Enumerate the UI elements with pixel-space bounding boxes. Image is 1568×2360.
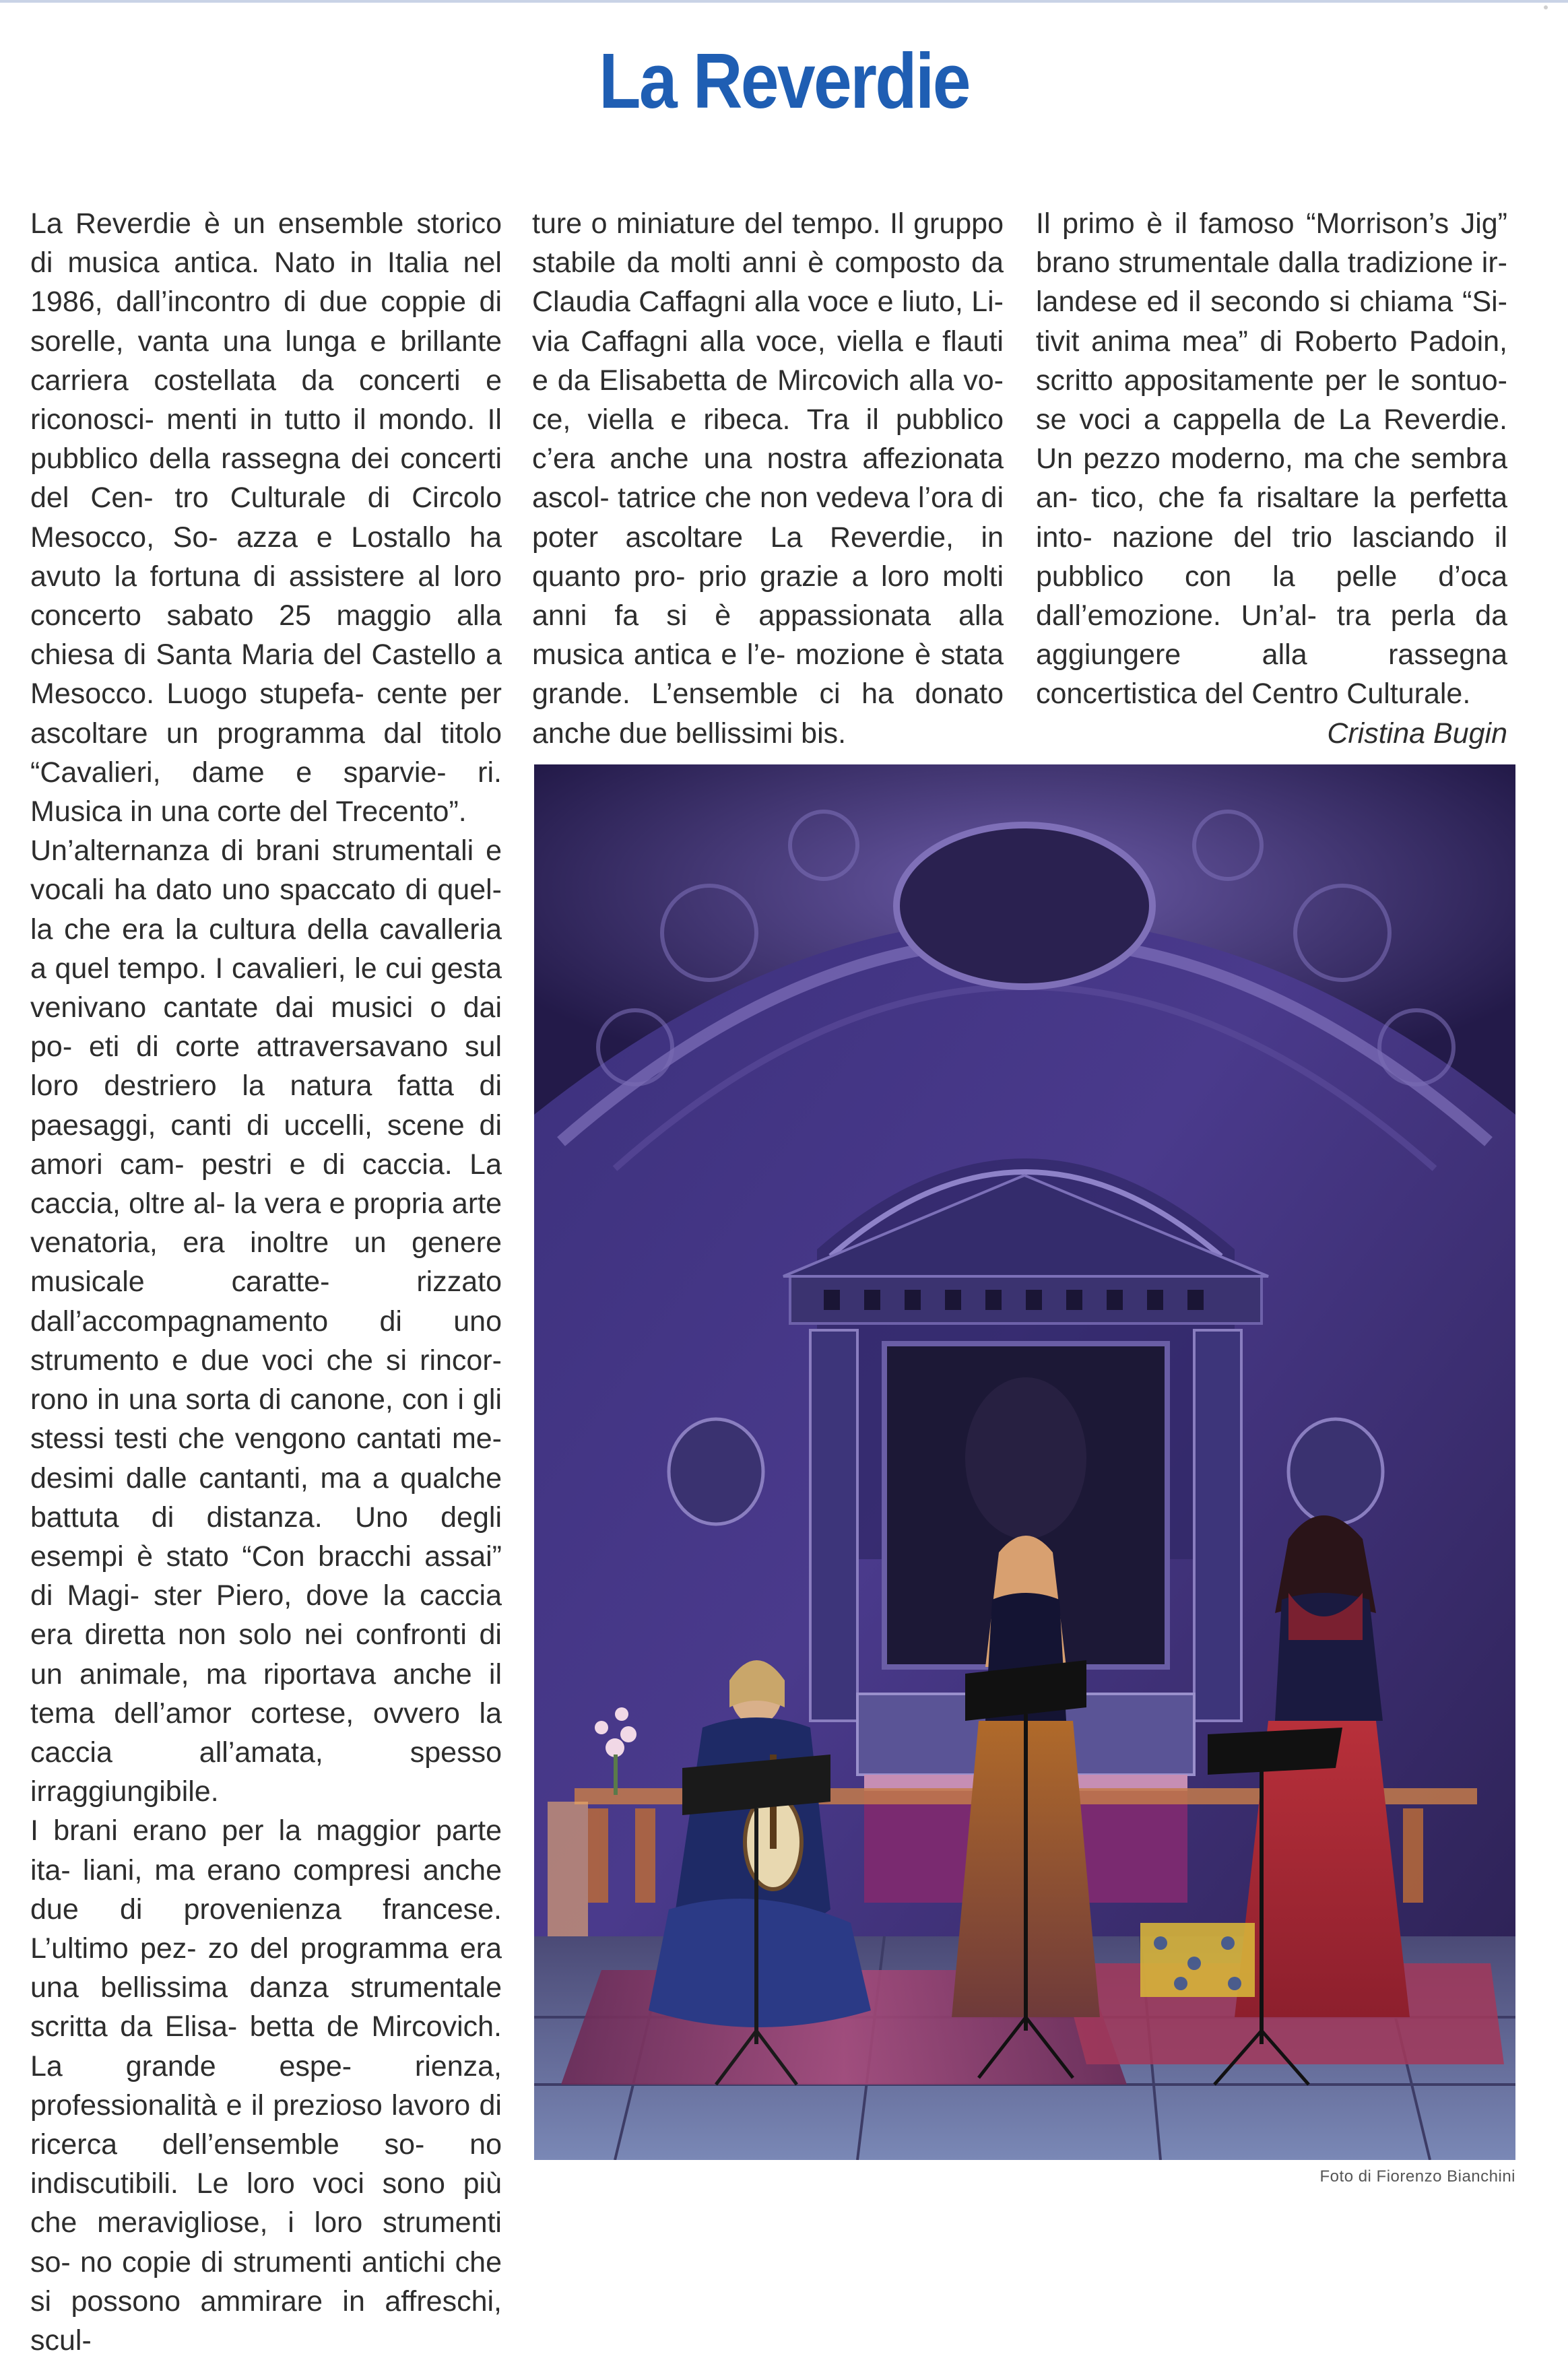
- article-column-1: [30, 204, 502, 2360]
- photo-credit: Foto di Fiorenzo Bianchini: [1319, 2167, 1515, 2186]
- concert-photo: [534, 764, 1515, 2160]
- top-rule: [0, 0, 1568, 3]
- article-title: La Reverdie: [599, 37, 969, 125]
- author-signature: Cristina Bugin: [1327, 717, 1507, 750]
- article-column-2: [532, 204, 1004, 753]
- scan-mark: [1544, 5, 1548, 9]
- paragraph: Il primo è il famoso “Morrison’s Jig” brano strumentale dalla tradizione ir- landese ed il secondo si chiama “Si- tivit anima mea” di Roberto Padoin, scritto appositamente per le sontuo- se voci a cappella de La Reverdie. Un pezzo moderno, ma che sembra an- tico, che fa risaltare la perfetta into- nazione del trio lasciando il pubblico con la pelle d’oca dall’emozione. Un’al- tra perla da aggiungere alla rassegna concertistica del Centro Culturale.: [1036, 207, 1507, 711]
- paragraph: I brani erano per la maggior parte ita- liani, ma erano compresi anche due di provenienza francese. L’ultimo pez- zo del programma era una bellissima danza strumentale scritta da Elisa- betta de Mircovich. La grande espe- rienza, professionalità e il prezioso lavoro di ricerca dell’ensemble so- no indiscutibili. Le loro voci sono più che meravigliose, i loro strumenti so- no copie di strumenti antichi che si possono ammirare in affreschi, scul-: [30, 1814, 502, 2357]
- paragraph: ture o miniature del tempo. Il gruppo stabile da molti anni è composto da Claudia Caffagni alla voce e liuto, Li- via Caffagni alla voce, viella e flauti e da Elisabetta de Mircovich alla vo- ce, viella e ribeca. Tra il pubblico c’era anche una nostra affezionata ascol- tatrice che non vedeva l’ora di poter ascoltare La Reverdie, in quanto pro- prio grazie a loro molti anni fa si è appassionata alla musica antica e l’e- mozione è stata grande. L’ensemble ci ha donato anche due bellissimi bis.: [532, 207, 1004, 750]
- concert-photo-illustration: [534, 764, 1515, 2160]
- paragraph: La Reverdie è un ensemble storico di musica antica. Nato in Italia nel 1986, dall’incontro di due coppie di sorelle, vanta una lunga e brillante carriera costellata da concerti e riconosci- menti in tutto il mondo. Il pubblico della rassegna dei concerti del Cen- tro Culturale di Circolo Mesocco, So- azza e Lostallo ha avuto la fortuna di assistere al loro concerto sabato 25 maggio alla chiesa di Santa Maria del Castello a Mesocco. Luogo stupefa- cente per ascoltare un programma dal titolo “Cavalieri, dame e sparvie- ri. Musica in una corte del Trecento”.: [30, 207, 502, 828]
- article-column-3: [1036, 204, 1507, 753]
- paragraph: Un’alternanza di brani strumentali e vocali ha dato uno spaccato di quel- la che era la cultura della cavalleria a quel tempo. I cavalieri, le cui gesta venivano cantate dai musici o dai po- eti di corte attraversavano sul loro destriero la natura fatta di paesaggi, canti di uccelli, scene di amori cam- pestri e di caccia. La caccia, oltre al- la vera e propria arte venatoria, era inoltre un genere musicale caratte- rizzato dall’accompagnamento di uno strumento e due voci che si rincor- rono in una sorta di canone, con i gli stessi testi che vengono cantati me- desimi dalle cantanti, ma a qualche battuta di distanza. Uno degli esempi è stato “Con bracchi assai” di Magi- ster Piero, dove la caccia era diretta non solo nei confronti di un animale, ma riportava anche il tema dell’amor cortese, ovvero la caccia all’amata, spesso irraggiungibile.: [30, 834, 502, 1808]
